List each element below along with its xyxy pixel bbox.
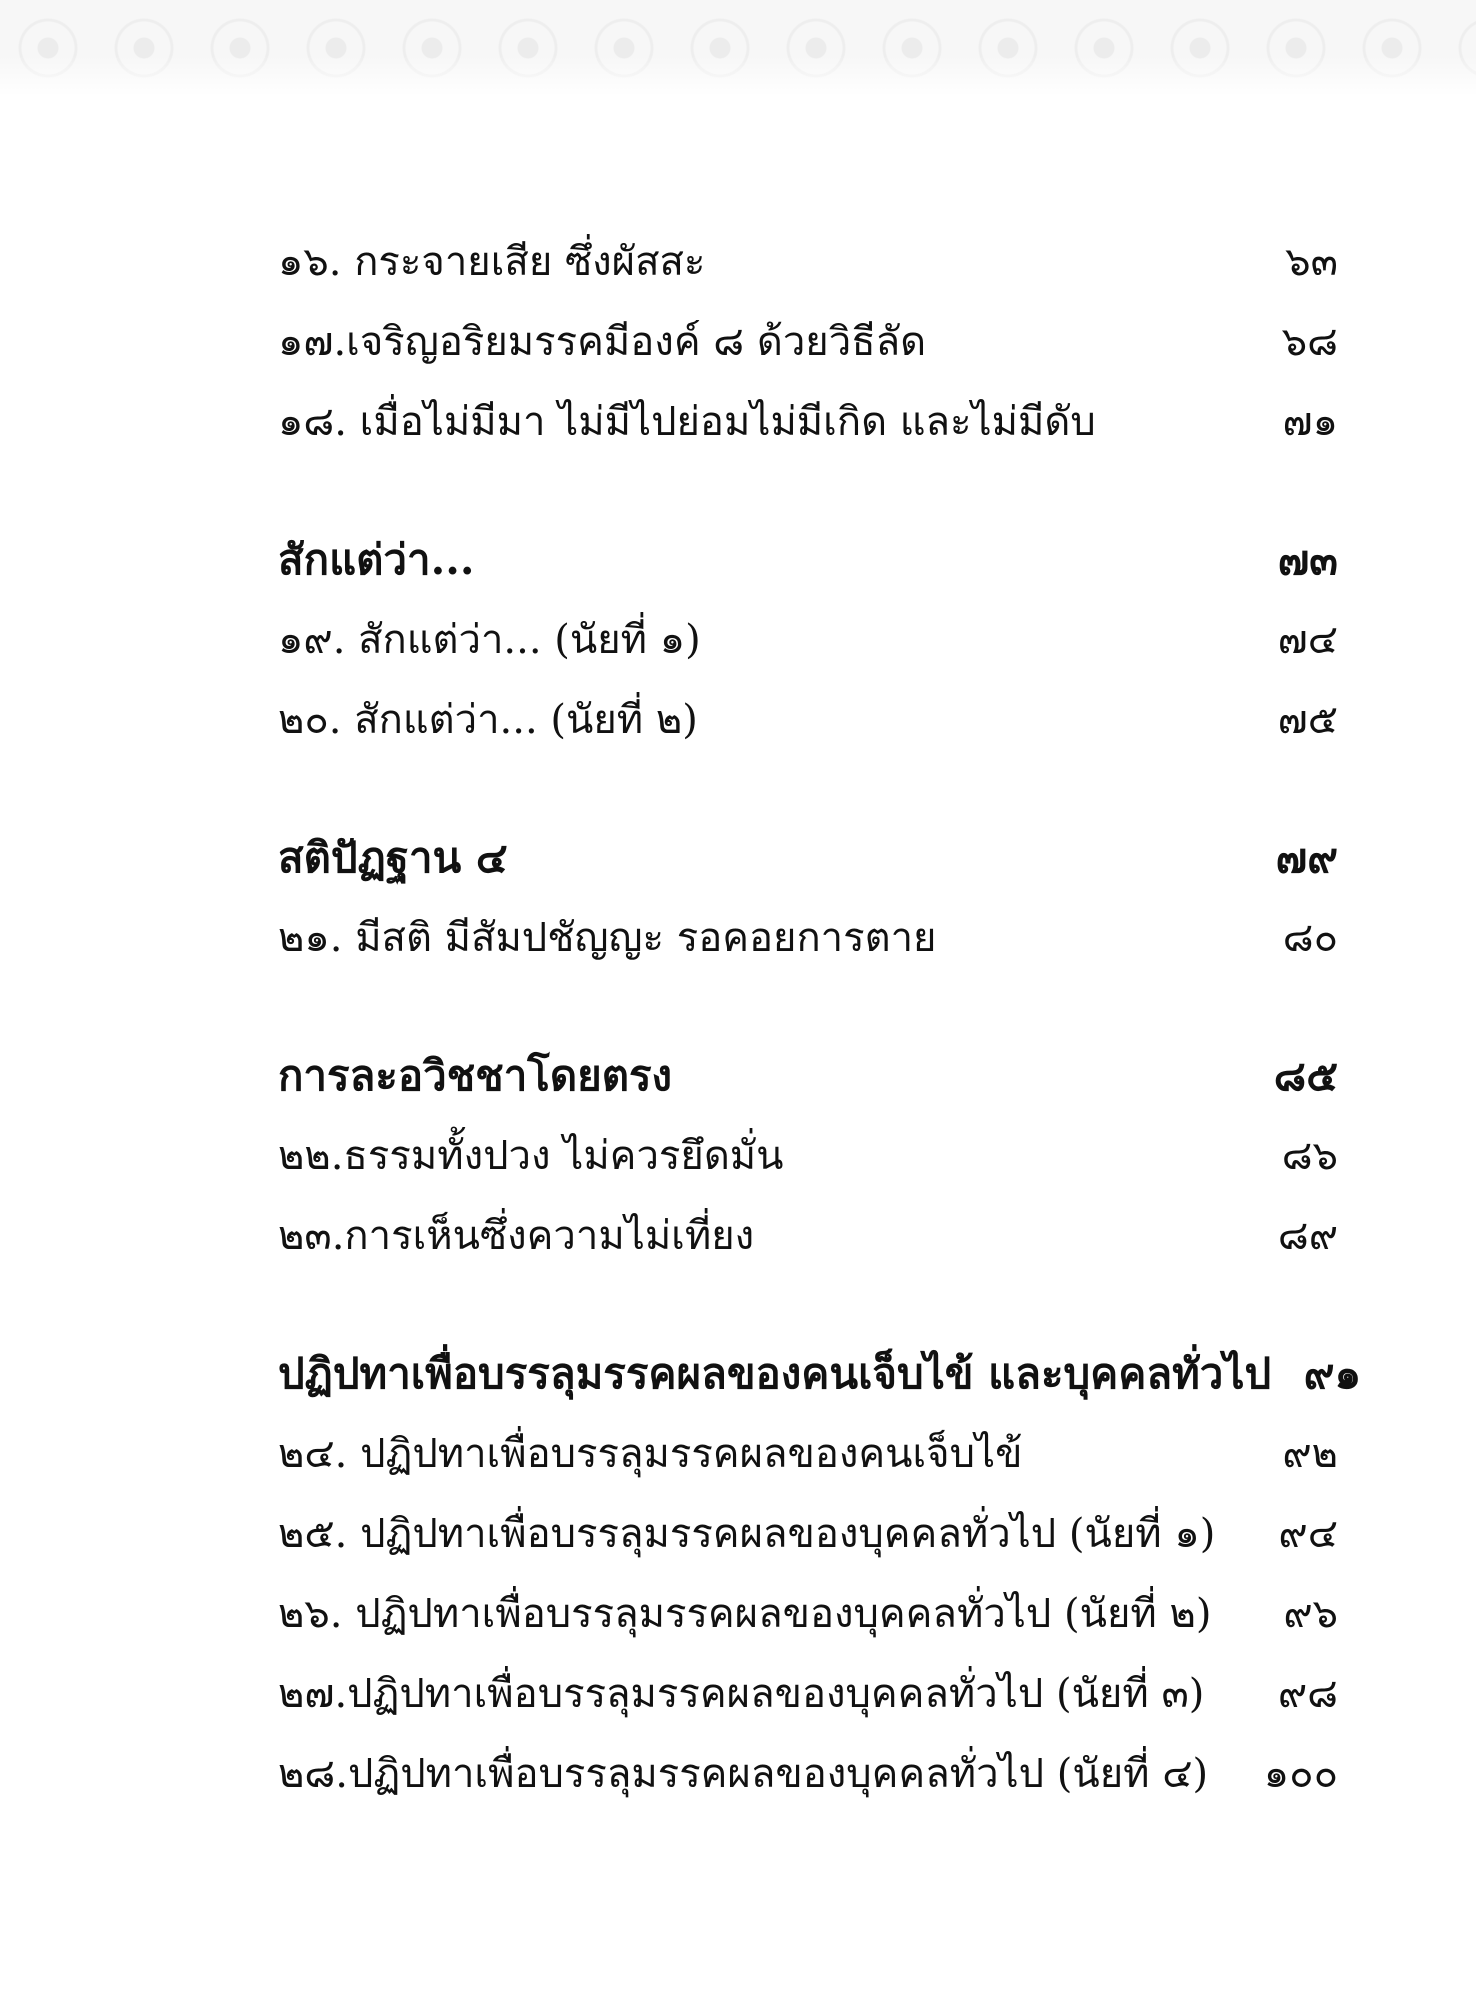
toc-entry-20[interactable]	[278, 680, 1338, 760]
toc-entry-page: ๗๔	[1277, 617, 1338, 663]
toc-entry-16[interactable]	[278, 222, 1338, 302]
toc-section-heading[interactable]	[278, 1334, 1362, 1414]
toc-entry-19[interactable]	[278, 600, 1338, 680]
toc-heading-page: ๗๙	[1275, 833, 1338, 882]
toc-entry-page: ๙๘	[1277, 1671, 1338, 1717]
toc-section-5	[278, 1334, 1362, 1814]
toc-entry-23[interactable]	[278, 1196, 1338, 1276]
toc-heading-label: สักแต่ว่า...	[278, 535, 475, 584]
toc-section-heading[interactable]	[278, 818, 1338, 898]
toc-entry-page: ๖๘	[1281, 319, 1338, 365]
toc-heading-page: ๙๑	[1303, 1349, 1362, 1398]
toc-entry-25[interactable]	[278, 1494, 1338, 1574]
toc-entry-label: ๑๙. สักแต่ว่า... (นัยที่ ๑)	[278, 617, 701, 663]
toc-entry-label: ๒๘.ปฏิปทาเพื่อบรรลุมรรคผลของบุคคลทั่วไป (นัยที่ ๔)	[278, 1751, 1209, 1797]
toc-section-1	[278, 222, 1338, 462]
toc-entry-page: ๘๖	[1281, 1133, 1338, 1179]
toc-section-2	[278, 520, 1338, 760]
toc-entry-page: ๘๙	[1277, 1213, 1338, 1259]
toc-entry-page: ๗๑	[1282, 399, 1338, 445]
toc-entry-label: ๑๖. กระจายเสีย ซึ่งผัสสะ	[278, 239, 706, 285]
toc-entry-page: ๗๕	[1277, 697, 1338, 743]
toc-entry-18[interactable]	[278, 382, 1338, 462]
toc-heading-label: การละอวิชชาโดยตรง	[278, 1051, 673, 1100]
toc-heading-page: ๗๓	[1277, 535, 1338, 584]
decorative-pattern-band	[0, 0, 1476, 96]
toc-entry-page: ๘๐	[1282, 915, 1338, 961]
toc-entry-page: ๙๖	[1283, 1591, 1338, 1637]
toc-entry-page: ๙๒	[1282, 1431, 1338, 1477]
toc-entry-label: ๒๒.ธรรมทั้งปวง ไม่ควรยึดมั่น	[278, 1133, 784, 1179]
toc-entry-page: ๖๓	[1285, 239, 1338, 285]
toc-entry-28[interactable]	[278, 1734, 1338, 1814]
toc-entry-page: ๙๔	[1278, 1511, 1338, 1557]
toc-entry-label: ๒๑. มีสติ มีสัมปชัญญะ รอคอยการตาย	[278, 915, 937, 961]
toc-entry-label: ๑๗.เจริญอริยมรรคมีองค์ ๘ ด้วยวิธีลัด	[278, 319, 927, 365]
toc-section-heading[interactable]	[278, 520, 1338, 600]
toc-entry-17[interactable]	[278, 302, 1338, 382]
toc-entry-label: ๒๖. ปฏิปทาเพื่อบรรลุมรรคผลของบุคคลทั่วไป (นัยที่ ๒)	[278, 1591, 1212, 1637]
toc-heading-label: สติปัฏฐาน ๔	[278, 833, 508, 882]
toc-entry-label: ๒๐. สักแต่ว่า... (นัยที่ ๒)	[278, 697, 698, 743]
toc-section-3	[278, 818, 1338, 978]
toc-entry-24[interactable]	[278, 1414, 1338, 1494]
toc-entry-22[interactable]	[278, 1116, 1338, 1196]
toc-entry-26[interactable]	[278, 1574, 1338, 1654]
table-of-contents	[278, 222, 1362, 1872]
toc-heading-page: ๘๕	[1273, 1051, 1338, 1100]
toc-entry-label: ๑๘. เมื่อไม่มีมา ไม่มีไปย่อมไม่มีเกิด และไม่มีดับ	[278, 399, 1096, 445]
toc-entry-label: ๒๗.ปฏิปทาเพื่อบรรลุมรรคผลของบุคคลทั่วไป (นัยที่ ๓)	[278, 1671, 1205, 1717]
toc-entry-page: ๑๐๐	[1263, 1751, 1338, 1797]
toc-entry-label: ๒๕. ปฏิปทาเพื่อบรรลุมรรคผลของบุคคลทั่วไป (นัยที่ ๑)	[278, 1511, 1216, 1557]
toc-entry-27[interactable]	[278, 1654, 1338, 1734]
toc-entry-label: ๒๔. ปฏิปทาเพื่อบรรลุมรรคผลของคนเจ็บไข้	[278, 1431, 1023, 1477]
toc-entry-21[interactable]	[278, 898, 1338, 978]
toc-section-heading[interactable]	[278, 1036, 1338, 1116]
toc-heading-label: ปฏิปทาเพื่อบรรลุมรรคผลของคนเจ็บไข้ และบุคคลทั่วไป	[278, 1349, 1272, 1398]
toc-section-4	[278, 1036, 1338, 1276]
toc-entry-label: ๒๓.การเห็นซึ่งความไม่เที่ยง	[278, 1213, 755, 1259]
